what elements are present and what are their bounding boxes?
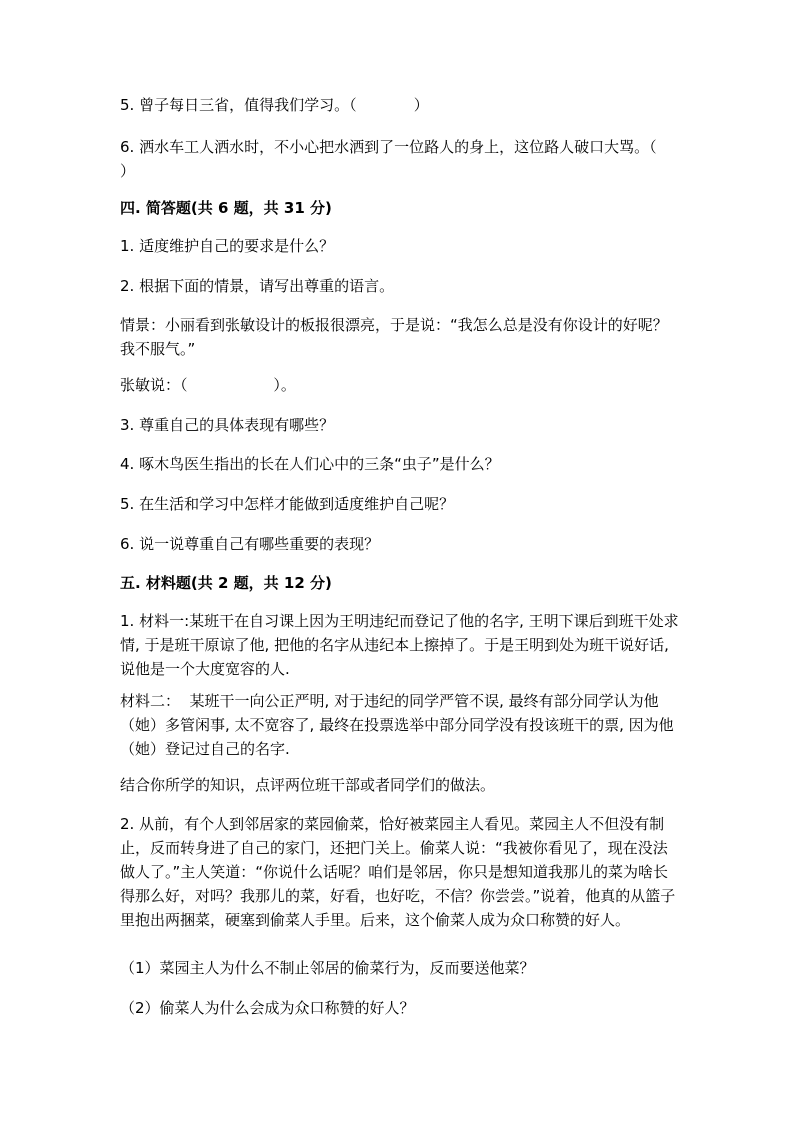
section-4-heading: 四. 简答题(共 6 题，共 31 分) bbox=[120, 199, 332, 217]
judge-item-6: 6. 洒水车工人洒水时，不小心把水洒到了一位路人的身上，这位路人破口大骂。（ ） bbox=[120, 138, 695, 180]
section-4-question-2: 2. 根据下面的情景，请写出尊重的语言。 bbox=[120, 277, 395, 295]
judge-item-5: 5. 曾子每日三省，值得我们学习。（ ） bbox=[120, 96, 429, 114]
section-5-heading: 五. 材料题(共 2 题，共 12 分) bbox=[120, 574, 332, 592]
material-1-part-1: 1. 材料一:某班干在自习课上因为王明违纪而登记了他的名字, 王明下课后到班干处求情, 于是班干原谅了他, 把他的名字从违纪本上擦掉了。于是王明到处为班干说好话, 说他是一个大度宽容的人. bbox=[120, 612, 679, 678]
material-1-question: 结合你所学的知识，点评两位班干部或者同学们的做法。 bbox=[120, 776, 496, 794]
section-4-question-2-answer: 张敏说：（ ）。 bbox=[120, 376, 296, 394]
material-2-question-1: （1）菜园主人为什么不制止邻居的偷菜行为，反而要送他菜？ bbox=[120, 959, 535, 977]
section-4-question-4: 4. 啄木鸟医生指出的长在人们心中的三条“虫子”是什么？ bbox=[120, 455, 500, 473]
section-4-question-2-scene: 情景：小丽看到张敏设计的板报很漂亮，于是说：“我怎么总是没有你设计的好呢？我不服气。” bbox=[120, 316, 668, 358]
section-4-question-3: 3. 尊重自己的具体表现有哪些？ bbox=[120, 416, 335, 434]
material-2-question-2: （2）偷菜人为什么会成为众口称赞的好人？ bbox=[120, 999, 415, 1017]
section-4-question-6: 6. 说一说尊重自己有哪些重要的表现？ bbox=[120, 535, 380, 553]
material-2-story: 2. 从前，有个人到邻居家的菜园偷菜，恰好被菜园主人看见。菜园主人不但没有制止，反而转身进了自己的家门，还把门关上。偷菜人说：“我被你看见了，现在没法做人了。”主人笑道：“你说什么话呢？咱们是邻居，你只是想知道我那儿的菜为啥长得那么好，对吗？我那儿的菜，好看，也好吃，不信？你尝尝。”说着，他真的从篮子里抱出两捆菜，硬塞到偷菜人手里。后来，这个偷菜人成为众口称赞的好人。 bbox=[120, 815, 676, 929]
section-4-question-1: 1. 适度维护自己的要求是什么？ bbox=[120, 237, 335, 255]
material-1-part-2: 材料二： 某班干一向公正严明, 对于违纪的同学严管不误, 最终有部分同学认为他（她）多管闲事, 太不宽容了, 最终在投票选举中部分同学没有投该班干的票, 因为他（她）登记过自己的名字. bbox=[120, 692, 674, 758]
section-4-question-5: 5. 在生活和学习中怎样才能做到适度维护自己呢？ bbox=[120, 495, 455, 513]
